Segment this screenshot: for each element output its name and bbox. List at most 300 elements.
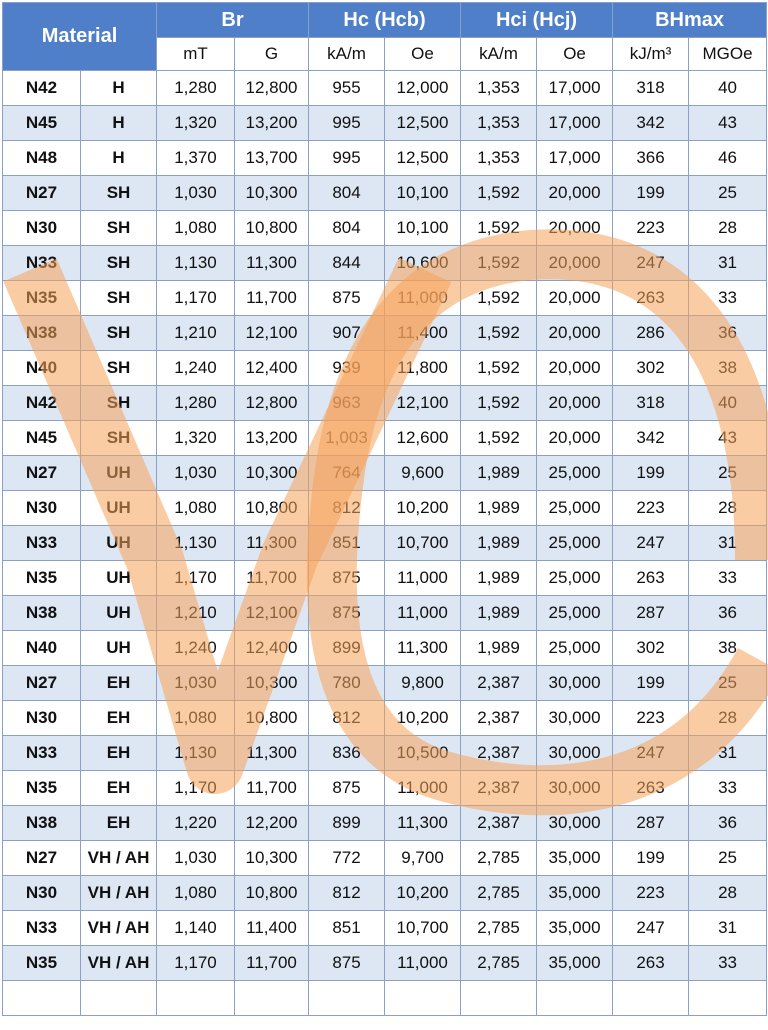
br-g-cell: 10,300 <box>235 666 309 701</box>
class-cell: EH <box>81 771 157 806</box>
grade-cell: N30 <box>3 701 81 736</box>
hc-oe-cell: 10,100 <box>385 176 461 211</box>
class-cell: EH <box>81 701 157 736</box>
hc-ka-cell: 851 <box>309 526 385 561</box>
hc-oe-cell: 11,300 <box>385 806 461 841</box>
hci-ka-cell: 2,387 <box>461 701 537 736</box>
hc-ka-cell: 875 <box>309 596 385 631</box>
bhmax-mgoe-cell: 33 <box>689 281 767 316</box>
bhmax-kj-cell: 286 <box>613 316 689 351</box>
table-row <box>3 841 767 876</box>
br-g-cell: 11,300 <box>235 526 309 561</box>
bhmax-mgoe-cell: 28 <box>689 876 767 911</box>
hc-ka-cell: 836 <box>309 736 385 771</box>
hci-oe-cell: 17,000 <box>537 71 613 106</box>
grade-cell: N33 <box>3 736 81 771</box>
br-mt-cell: 1,130 <box>157 246 235 281</box>
hci-oe-cell: 30,000 <box>537 666 613 701</box>
hc-oe-cell: 9,800 <box>385 666 461 701</box>
bhmax-mgoe-cell: 31 <box>689 736 767 771</box>
br-g-cell: 11,300 <box>235 736 309 771</box>
bhmax-kj-cell: 247 <box>613 736 689 771</box>
hc-ka-cell: 1,003 <box>309 421 385 456</box>
bhmax-mgoe-cell: 28 <box>689 491 767 526</box>
hc-oe-cell: 12,000 <box>385 71 461 106</box>
bhmax-mgoe-cell: 43 <box>689 421 767 456</box>
hc-oe-cell: 10,200 <box>385 876 461 911</box>
br-mt-cell: 1,080 <box>157 211 235 246</box>
hc-ka-cell: 812 <box>309 876 385 911</box>
hc-oe-cell: 10,600 <box>385 246 461 281</box>
class-cell: UH <box>81 491 157 526</box>
hc-ka-cell: 772 <box>309 841 385 876</box>
br-g-cell: 10,800 <box>235 211 309 246</box>
unit-header: kJ/m³ <box>613 38 689 71</box>
br-g-cell: 11,300 <box>235 246 309 281</box>
hci-oe-cell: 20,000 <box>537 176 613 211</box>
hci-ka-cell: 1,353 <box>461 141 537 176</box>
hci-ka-cell: 1,592 <box>461 176 537 211</box>
bhmax-mgoe-cell: 25 <box>689 176 767 211</box>
class-cell: UH <box>81 561 157 596</box>
hc-ka-cell: 804 <box>309 176 385 211</box>
bhmax-kj-cell: 366 <box>613 141 689 176</box>
hc-ka-cell: 899 <box>309 806 385 841</box>
table-row <box>3 351 767 386</box>
hc-oe-cell: 10,700 <box>385 911 461 946</box>
bhmax-kj-cell: 223 <box>613 701 689 736</box>
hc-ka-cell: 939 <box>309 351 385 386</box>
table-row <box>3 246 767 281</box>
grade-cell: N30 <box>3 491 81 526</box>
br-mt-cell: 1,220 <box>157 806 235 841</box>
hc-ka-cell: 995 <box>309 141 385 176</box>
table-row <box>3 736 767 771</box>
table-row <box>3 806 767 841</box>
hci-ka-cell: 2,387 <box>461 771 537 806</box>
class-cell: EH <box>81 666 157 701</box>
empty-cell <box>689 981 767 1016</box>
br-mt-cell: 1,170 <box>157 281 235 316</box>
hci-ka-cell: 1,353 <box>461 106 537 141</box>
bhmax-mgoe-cell: 33 <box>689 561 767 596</box>
hci-ka-cell: 2,387 <box>461 736 537 771</box>
bhmax-kj-cell: 318 <box>613 71 689 106</box>
br-g-cell: 10,800 <box>235 491 309 526</box>
br-g-cell: 10,800 <box>235 876 309 911</box>
hc-oe-cell: 11,000 <box>385 561 461 596</box>
table-row <box>3 106 767 141</box>
grade-cell: N38 <box>3 806 81 841</box>
table-row <box>3 421 767 456</box>
material-header: Material <box>3 3 157 71</box>
grade-cell: N42 <box>3 386 81 421</box>
bhmax-mgoe-cell: 31 <box>689 246 767 281</box>
empty-row <box>3 981 767 1016</box>
hci-oe-cell: 20,000 <box>537 316 613 351</box>
br-mt-cell: 1,240 <box>157 631 235 666</box>
hc-ka-cell: 780 <box>309 666 385 701</box>
br-mt-cell: 1,320 <box>157 106 235 141</box>
empty-cell <box>157 981 235 1016</box>
hci-ka-cell: 1,989 <box>461 526 537 561</box>
grade-cell: N35 <box>3 771 81 806</box>
bhmax-kj-cell: 302 <box>613 631 689 666</box>
bhmax-mgoe-cell: 31 <box>689 526 767 561</box>
bhmax-kj-cell: 223 <box>613 876 689 911</box>
bhmax-kj-cell: 263 <box>613 281 689 316</box>
bhmax-kj-cell: 223 <box>613 491 689 526</box>
table-row <box>3 491 767 526</box>
br-mt-cell: 1,240 <box>157 351 235 386</box>
hc-ka-cell: 875 <box>309 561 385 596</box>
class-cell: VH / AH <box>81 876 157 911</box>
br-mt-cell: 1,140 <box>157 911 235 946</box>
bhmax-kj-cell: 199 <box>613 841 689 876</box>
bhmax-mgoe-cell: 33 <box>689 946 767 981</box>
hc-oe-cell: 11,800 <box>385 351 461 386</box>
br-g-cell: 11,700 <box>235 771 309 806</box>
hc-header: Hc (Hcb) <box>309 3 461 38</box>
br-g-cell: 12,800 <box>235 386 309 421</box>
table-row <box>3 211 767 246</box>
class-cell: SH <box>81 246 157 281</box>
br-mt-cell: 1,210 <box>157 316 235 351</box>
hci-ka-cell: 1,592 <box>461 351 537 386</box>
bhmax-mgoe-cell: 38 <box>689 631 767 666</box>
grade-cell: N27 <box>3 176 81 211</box>
grade-cell: N40 <box>3 631 81 666</box>
unit-header: Oe <box>537 38 613 71</box>
unit-header: MGOe <box>689 38 767 71</box>
grade-cell: N48 <box>3 141 81 176</box>
hc-ka-cell: 955 <box>309 71 385 106</box>
br-g-cell: 12,800 <box>235 71 309 106</box>
grade-cell: N33 <box>3 246 81 281</box>
class-cell: H <box>81 141 157 176</box>
br-mt-cell: 1,030 <box>157 176 235 211</box>
hci-oe-cell: 20,000 <box>537 246 613 281</box>
bhmax-kj-cell: 287 <box>613 596 689 631</box>
hci-header: Hci (Hcj) <box>461 3 613 38</box>
bhmax-mgoe-cell: 38 <box>689 351 767 386</box>
br-mt-cell: 1,080 <box>157 701 235 736</box>
br-g-cell: 11,700 <box>235 281 309 316</box>
hci-oe-cell: 20,000 <box>537 386 613 421</box>
hc-oe-cell: 12,500 <box>385 106 461 141</box>
bhmax-kj-cell: 263 <box>613 946 689 981</box>
hci-ka-cell: 2,785 <box>461 911 537 946</box>
empty-cell <box>385 981 461 1016</box>
bhmax-kj-cell: 199 <box>613 666 689 701</box>
hc-oe-cell: 11,000 <box>385 596 461 631</box>
bhmax-kj-cell: 302 <box>613 351 689 386</box>
bhmax-kj-cell: 247 <box>613 911 689 946</box>
hci-oe-cell: 30,000 <box>537 736 613 771</box>
grade-cell: N45 <box>3 421 81 456</box>
grade-cell: N30 <box>3 211 81 246</box>
grade-cell: N27 <box>3 841 81 876</box>
br-mt-cell: 1,210 <box>157 596 235 631</box>
hci-oe-cell: 20,000 <box>537 281 613 316</box>
table-row <box>3 561 767 596</box>
empty-cell <box>3 981 81 1016</box>
hci-oe-cell: 35,000 <box>537 911 613 946</box>
class-cell: VH / AH <box>81 946 157 981</box>
bhmax-kj-cell: 247 <box>613 526 689 561</box>
grade-cell: N38 <box>3 596 81 631</box>
class-cell: UH <box>81 526 157 561</box>
br-g-cell: 10,300 <box>235 841 309 876</box>
class-cell: UH <box>81 456 157 491</box>
bhmax-kj-cell: 199 <box>613 456 689 491</box>
class-cell: SH <box>81 281 157 316</box>
table-row <box>3 946 767 981</box>
bhmax-kj-cell: 199 <box>613 176 689 211</box>
hci-ka-cell: 2,387 <box>461 806 537 841</box>
empty-cell <box>235 981 309 1016</box>
hci-ka-cell: 2,785 <box>461 876 537 911</box>
empty-cell <box>309 981 385 1016</box>
bhmax-kj-cell: 342 <box>613 421 689 456</box>
br-mt-cell: 1,130 <box>157 736 235 771</box>
bhmax-kj-cell: 318 <box>613 386 689 421</box>
hci-ka-cell: 1,989 <box>461 631 537 666</box>
table-row <box>3 141 767 176</box>
hci-ka-cell: 1,989 <box>461 561 537 596</box>
hci-oe-cell: 25,000 <box>537 596 613 631</box>
grade-cell: N40 <box>3 351 81 386</box>
br-mt-cell: 1,130 <box>157 526 235 561</box>
magnet-grade-table-wrapper <box>2 2 766 1016</box>
class-cell: SH <box>81 211 157 246</box>
grade-cell: N42 <box>3 71 81 106</box>
grade-cell: N30 <box>3 876 81 911</box>
grade-cell: N33 <box>3 911 81 946</box>
bhmax-mgoe-cell: 36 <box>689 316 767 351</box>
table-row <box>3 456 767 491</box>
class-cell: VH / AH <box>81 841 157 876</box>
br-g-cell: 13,700 <box>235 141 309 176</box>
bhmax-mgoe-cell: 40 <box>689 71 767 106</box>
br-g-cell: 12,100 <box>235 596 309 631</box>
hci-ka-cell: 1,353 <box>461 71 537 106</box>
class-cell: SH <box>81 176 157 211</box>
hc-ka-cell: 963 <box>309 386 385 421</box>
hci-ka-cell: 1,989 <box>461 491 537 526</box>
br-g-cell: 12,100 <box>235 316 309 351</box>
class-cell: SH <box>81 351 157 386</box>
grade-cell: N35 <box>3 946 81 981</box>
br-g-cell: 10,800 <box>235 701 309 736</box>
br-mt-cell: 1,170 <box>157 771 235 806</box>
hc-ka-cell: 812 <box>309 701 385 736</box>
hci-ka-cell: 1,989 <box>461 456 537 491</box>
grade-cell: N35 <box>3 561 81 596</box>
br-mt-cell: 1,320 <box>157 421 235 456</box>
br-g-cell: 13,200 <box>235 106 309 141</box>
hci-ka-cell: 1,592 <box>461 211 537 246</box>
br-mt-cell: 1,030 <box>157 841 235 876</box>
class-cell: UH <box>81 596 157 631</box>
bhmax-kj-cell: 263 <box>613 561 689 596</box>
bhmax-mgoe-cell: 31 <box>689 911 767 946</box>
hci-oe-cell: 25,000 <box>537 526 613 561</box>
grade-cell: N27 <box>3 666 81 701</box>
table-row <box>3 596 767 631</box>
hc-ka-cell: 995 <box>309 106 385 141</box>
hci-oe-cell: 25,000 <box>537 631 613 666</box>
hci-ka-cell: 1,592 <box>461 316 537 351</box>
hci-oe-cell: 30,000 <box>537 771 613 806</box>
class-cell: SH <box>81 421 157 456</box>
hc-ka-cell: 899 <box>309 631 385 666</box>
table-row <box>3 666 767 701</box>
bhmax-mgoe-cell: 33 <box>689 771 767 806</box>
grade-cell: N45 <box>3 106 81 141</box>
br-g-cell: 11,700 <box>235 946 309 981</box>
br-g-cell: 12,400 <box>235 631 309 666</box>
unit-header: G <box>235 38 309 71</box>
hc-oe-cell: 10,100 <box>385 211 461 246</box>
hc-ka-cell: 875 <box>309 771 385 806</box>
br-mt-cell: 1,080 <box>157 876 235 911</box>
hc-oe-cell: 12,500 <box>385 141 461 176</box>
br-g-cell: 12,400 <box>235 351 309 386</box>
hci-ka-cell: 1,592 <box>461 421 537 456</box>
hci-ka-cell: 2,785 <box>461 841 537 876</box>
hci-oe-cell: 17,000 <box>537 141 613 176</box>
bhmax-mgoe-cell: 40 <box>689 386 767 421</box>
table-row <box>3 701 767 736</box>
hci-oe-cell: 35,000 <box>537 841 613 876</box>
br-g-cell: 11,400 <box>235 911 309 946</box>
grade-cell: N27 <box>3 456 81 491</box>
unit-header: kA/m <box>309 38 385 71</box>
br-mt-cell: 1,170 <box>157 946 235 981</box>
class-cell: SH <box>81 386 157 421</box>
hc-ka-cell: 875 <box>309 946 385 981</box>
unit-header: kA/m <box>461 38 537 71</box>
bhmax-mgoe-cell: 28 <box>689 701 767 736</box>
magnet-grade-table <box>2 2 767 1016</box>
table-body <box>3 71 767 1016</box>
hci-oe-cell: 17,000 <box>537 106 613 141</box>
hci-oe-cell: 20,000 <box>537 211 613 246</box>
hc-oe-cell: 11,300 <box>385 631 461 666</box>
hc-oe-cell: 11,000 <box>385 281 461 316</box>
br-mt-cell: 1,030 <box>157 666 235 701</box>
empty-cell <box>81 981 157 1016</box>
bhmax-kj-cell: 342 <box>613 106 689 141</box>
table-row <box>3 316 767 351</box>
bhmax-kj-cell: 287 <box>613 806 689 841</box>
hc-oe-cell: 9,600 <box>385 456 461 491</box>
br-g-cell: 10,300 <box>235 456 309 491</box>
table-row <box>3 526 767 561</box>
br-mt-cell: 1,080 <box>157 491 235 526</box>
hci-oe-cell: 35,000 <box>537 946 613 981</box>
empty-cell <box>461 981 537 1016</box>
class-cell: UH <box>81 631 157 666</box>
br-mt-cell: 1,170 <box>157 561 235 596</box>
bhmax-mgoe-cell: 36 <box>689 806 767 841</box>
br-mt-cell: 1,030 <box>157 456 235 491</box>
hci-oe-cell: 30,000 <box>537 806 613 841</box>
table-row <box>3 911 767 946</box>
hci-ka-cell: 2,387 <box>461 666 537 701</box>
class-cell: EH <box>81 736 157 771</box>
hci-oe-cell: 35,000 <box>537 876 613 911</box>
bhmax-header: BHmax <box>613 3 767 38</box>
br-g-cell: 10,300 <box>235 176 309 211</box>
class-cell: H <box>81 106 157 141</box>
bhmax-mgoe-cell: 46 <box>689 141 767 176</box>
unit-header: Oe <box>385 38 461 71</box>
grade-cell: N38 <box>3 316 81 351</box>
br-header: Br <box>157 3 309 38</box>
hc-oe-cell: 9,700 <box>385 841 461 876</box>
hci-ka-cell: 2,785 <box>461 946 537 981</box>
hc-ka-cell: 812 <box>309 491 385 526</box>
hci-oe-cell: 20,000 <box>537 421 613 456</box>
class-cell: SH <box>81 316 157 351</box>
hci-ka-cell: 1,592 <box>461 386 537 421</box>
bhmax-mgoe-cell: 36 <box>689 596 767 631</box>
unit-header: mT <box>157 38 235 71</box>
grade-cell: N33 <box>3 526 81 561</box>
hc-ka-cell: 907 <box>309 316 385 351</box>
bhmax-mgoe-cell: 25 <box>689 456 767 491</box>
bhmax-kj-cell: 263 <box>613 771 689 806</box>
hc-oe-cell: 12,100 <box>385 386 461 421</box>
hc-oe-cell: 11,400 <box>385 316 461 351</box>
br-g-cell: 12,200 <box>235 806 309 841</box>
header-row-groups <box>3 3 767 38</box>
grade-cell: N35 <box>3 281 81 316</box>
hc-oe-cell: 10,200 <box>385 491 461 526</box>
hc-ka-cell: 804 <box>309 211 385 246</box>
br-mt-cell: 1,370 <box>157 141 235 176</box>
hc-ka-cell: 844 <box>309 246 385 281</box>
hc-ka-cell: 851 <box>309 911 385 946</box>
table-row <box>3 631 767 666</box>
table-row <box>3 386 767 421</box>
table-row <box>3 771 767 806</box>
bhmax-mgoe-cell: 28 <box>689 211 767 246</box>
class-cell: EH <box>81 806 157 841</box>
hc-oe-cell: 10,700 <box>385 526 461 561</box>
bhmax-mgoe-cell: 25 <box>689 666 767 701</box>
empty-cell <box>537 981 613 1016</box>
hc-ka-cell: 875 <box>309 281 385 316</box>
table-row <box>3 876 767 911</box>
hci-oe-cell: 20,000 <box>537 351 613 386</box>
br-mt-cell: 1,280 <box>157 386 235 421</box>
class-cell: VH / AH <box>81 911 157 946</box>
hci-ka-cell: 1,592 <box>461 246 537 281</box>
table-row <box>3 71 767 106</box>
hc-oe-cell: 11,000 <box>385 771 461 806</box>
table-row <box>3 176 767 211</box>
hci-oe-cell: 25,000 <box>537 561 613 596</box>
hc-oe-cell: 10,500 <box>385 736 461 771</box>
bhmax-kj-cell: 223 <box>613 211 689 246</box>
hc-oe-cell: 11,000 <box>385 946 461 981</box>
br-mt-cell: 1,280 <box>157 71 235 106</box>
bhmax-kj-cell: 247 <box>613 246 689 281</box>
table-row <box>3 281 767 316</box>
